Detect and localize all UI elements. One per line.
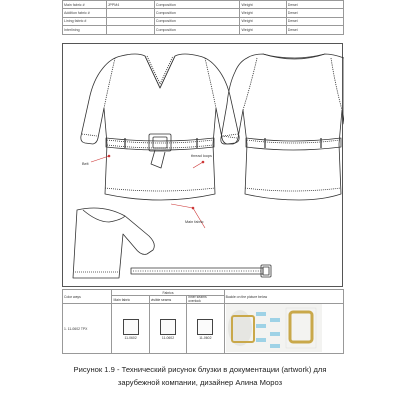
spec-weight: Weight [240, 9, 286, 17]
spec-row [63, 17, 344, 25]
spec-composition: Composition [154, 26, 240, 34]
colorway-row-label: 1. 11-0602 TPX [63, 304, 112, 354]
main-fabric-swatch [123, 319, 139, 335]
spec-reference: JPPM4 [106, 1, 154, 9]
main-fabric-callout: Main fabric [185, 220, 204, 224]
spec-reference [106, 9, 154, 17]
spec-weight: Weight [240, 1, 286, 9]
technical-drawing-frame [62, 43, 343, 287]
visible-seams-swatch-cell [149, 304, 186, 354]
visible-seams-col-header: visible seams [149, 296, 186, 304]
technical-flat-sketch [63, 44, 344, 288]
inner-seams-swatch [197, 319, 213, 335]
inner-seams-code: 11-0602 [199, 335, 212, 340]
fabric-spec-table [62, 0, 344, 35]
belt-callout: Belt [82, 162, 89, 166]
buckle-photo [226, 304, 322, 352]
spec-label: Interlining [63, 26, 107, 34]
spec-weight: Weight [240, 17, 286, 25]
main-fabric-swatch-cell [112, 304, 149, 354]
spec-color: Dewei [286, 17, 343, 25]
buckle-header: Buckle on the picture below [224, 290, 343, 304]
spec-composition: Composition [154, 17, 240, 25]
spec-color: Dewei [286, 26, 343, 34]
spec-color: Dewei [286, 1, 343, 9]
spec-reference [106, 17, 154, 25]
spec-composition: Composition [154, 1, 240, 9]
fabrics-header: Fabrics [112, 290, 224, 296]
figure-caption-line-1: Рисунок 1.9 - Технический рисунок блузки в документации (artwork) для [73, 365, 327, 374]
main-fabric-col-header: Main fabric [112, 296, 149, 304]
folded-view-sketch [73, 208, 154, 278]
front-view-sketch [81, 54, 239, 200]
spec-label: Lining fabric # [63, 17, 107, 25]
main-fabric-code: 11-0602 [124, 335, 137, 340]
spec-label: Main fabric # [63, 1, 107, 9]
spec-row [63, 9, 344, 17]
spec-reference [106, 26, 154, 34]
spec-row [63, 26, 344, 34]
spec-row [63, 1, 344, 9]
spec-weight: Weight [240, 26, 286, 34]
spec-composition: Composition [154, 9, 240, 17]
belt-flat-sketch [131, 265, 271, 277]
inner-seams-swatch-cell [187, 304, 224, 354]
buckle-photo-cell [224, 304, 343, 354]
inner-seams-col-header: inner seams overlock [187, 296, 224, 304]
colorways-header: Color ways [63, 290, 112, 304]
visible-seams-code: 11-0602 [161, 335, 175, 340]
thread-loops-callout: thread loops [191, 154, 212, 158]
spec-color: Dewei [286, 9, 343, 17]
back-view-sketch [221, 54, 344, 200]
figure-caption-line-2: зарубежной компании, дизайнер Алина Мороз [117, 378, 283, 387]
spec-label: Addition fabric # [63, 9, 107, 17]
colorways-table [62, 289, 344, 354]
visible-seams-swatch [160, 319, 176, 335]
